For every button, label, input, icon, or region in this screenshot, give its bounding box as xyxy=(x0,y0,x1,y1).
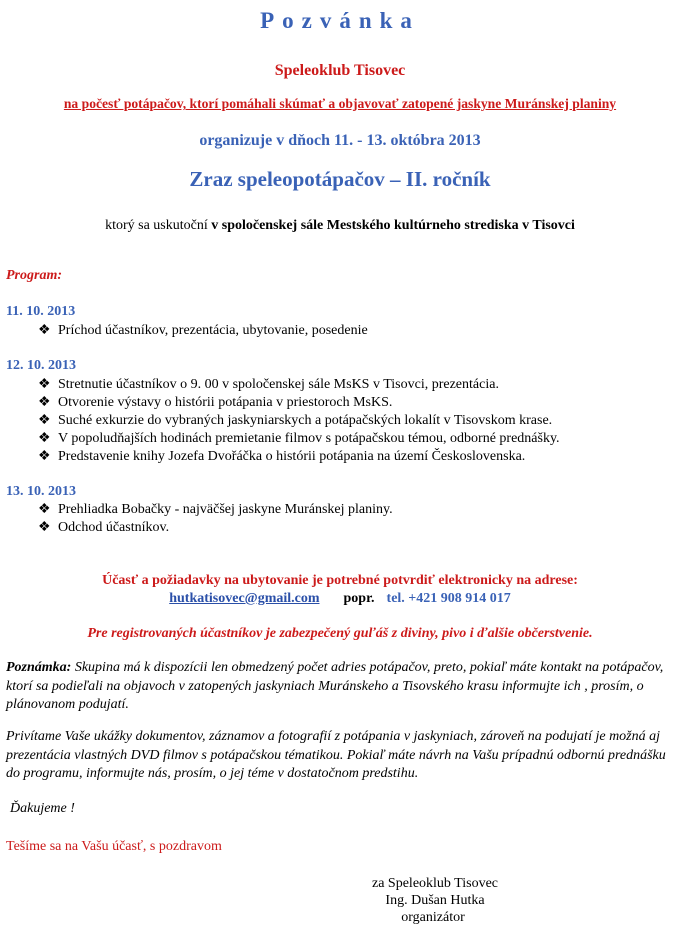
note-label: Poznámka: xyxy=(6,660,72,675)
program-item: ❖ Odchod účastníkov. xyxy=(38,520,170,535)
phone-number: tel. +421 908 914 017 xyxy=(386,591,511,606)
program-item: ❖ Otvorenie výstavy o histórii potápania v priestoroch MsKS. xyxy=(38,395,393,410)
signature-role: organizátor xyxy=(401,910,465,925)
program-heading: Program: xyxy=(6,268,62,283)
bullet-icon: ❖ xyxy=(38,413,51,428)
venue-line xyxy=(0,218,680,234)
refreshments-note: Pre registrovaných účastníkov je zabezpečený guľáš z diviny, pivo i ďalšie občerstvenie. xyxy=(87,626,593,641)
welcome-paragraph: Privítame Vaše ukážky dokumentov, záznamov a fotografií z potápania v jaskyniach, zároveň na podujatí je možná aj prezentácia vlastných DVD filmov s potápačskou tématikou. Pokiaľ máte návrh na Vašu prípadnú odbornú prednášku do programu, informujte nás, prosím, o jej téme v dostatočnom predstihu. xyxy=(6,729,666,782)
closing-line: Tešíme sa na Vašu účasť, s pozdravom xyxy=(6,839,222,854)
event-dates: organizuje v dňoch 11. - 13. októbra 2013 xyxy=(199,132,481,149)
bullet-icon: ❖ xyxy=(38,323,51,338)
note-paragraph xyxy=(6,659,678,715)
signature-org: za Speleoklub Tisovec xyxy=(372,876,498,891)
page-title: Pozvánka xyxy=(260,8,420,33)
program-item: ❖ Suché exkurzie do vybraných jaskyniarskych a potápačských lokalít v Tisovskom krase. xyxy=(38,413,553,428)
program-day-date: 11. 10. 2013 xyxy=(6,304,76,319)
program-day-date: 13. 10. 2013 xyxy=(6,484,76,499)
organizer-name: Speleoklub Tisovec xyxy=(274,62,406,79)
bullet-icon: ❖ xyxy=(38,395,51,410)
program-item: ❖ V popoludňajších hodinách premietanie filmov s potápačskou témou, odborné prednášky. xyxy=(38,431,560,446)
signature-name: Ing. Dušan Hutka xyxy=(385,893,485,908)
bullet-icon: ❖ xyxy=(38,449,51,464)
program-item: ❖ Príchod účastníkov, prezentácia, ubytovanie, posedenie xyxy=(38,323,368,338)
program-item: ❖ Stretnutie účastníkov o 9. 00 v spoločenskej sále MsKS v Tisovci, prezentácia. xyxy=(38,377,499,392)
event-title: Zraz speleopotápačov – II. ročník xyxy=(189,167,491,191)
bullet-icon: ❖ xyxy=(38,431,51,446)
dedication-line: na počesť potápačov, ktorí pomáhali skúmať a objavovať zatopené jaskyne Muránskej planiny xyxy=(63,96,617,111)
program-item: ❖ Predstavenie knihy Jozefa Dvořáčka o histórii potápania na území Československa. xyxy=(38,449,526,464)
bullet-icon: ❖ xyxy=(38,502,51,517)
contact-line xyxy=(0,591,680,607)
email-link[interactable]: hutkatisovec@gmail.com xyxy=(169,591,320,606)
note-text: Skupina má k dispozícii len obmedzený počet adries potápačov, preto, pokiaľ máte kontakt na potápačov, ktorí sa podieľali na objavoch v zatopených jaskyniach Muránskeho a Tisovského krasu informujte ich , prosím, o plánovanom podujatí. xyxy=(6,660,664,713)
registration-instructions: Účasť a požiadavky na ubytovanie je potrebné potvrdiť elektronicky na adrese: xyxy=(102,573,578,588)
venue-place: v spoločenskej sále Mestského kultúrneho strediska v Tisovci xyxy=(211,218,575,233)
program-item: ❖ Prehliadka Bobačky - najväčšej jaskyne Muránskej planiny. xyxy=(38,502,393,517)
thanks-line: Ďakujeme ! xyxy=(10,801,75,816)
or-label: popr. xyxy=(343,591,375,606)
bullet-icon: ❖ xyxy=(38,377,51,392)
venue-prefix: ktorý sa uskutoční xyxy=(105,218,212,233)
program-day-date: 12. 10. 2013 xyxy=(6,358,76,373)
bullet-icon: ❖ xyxy=(38,520,51,535)
